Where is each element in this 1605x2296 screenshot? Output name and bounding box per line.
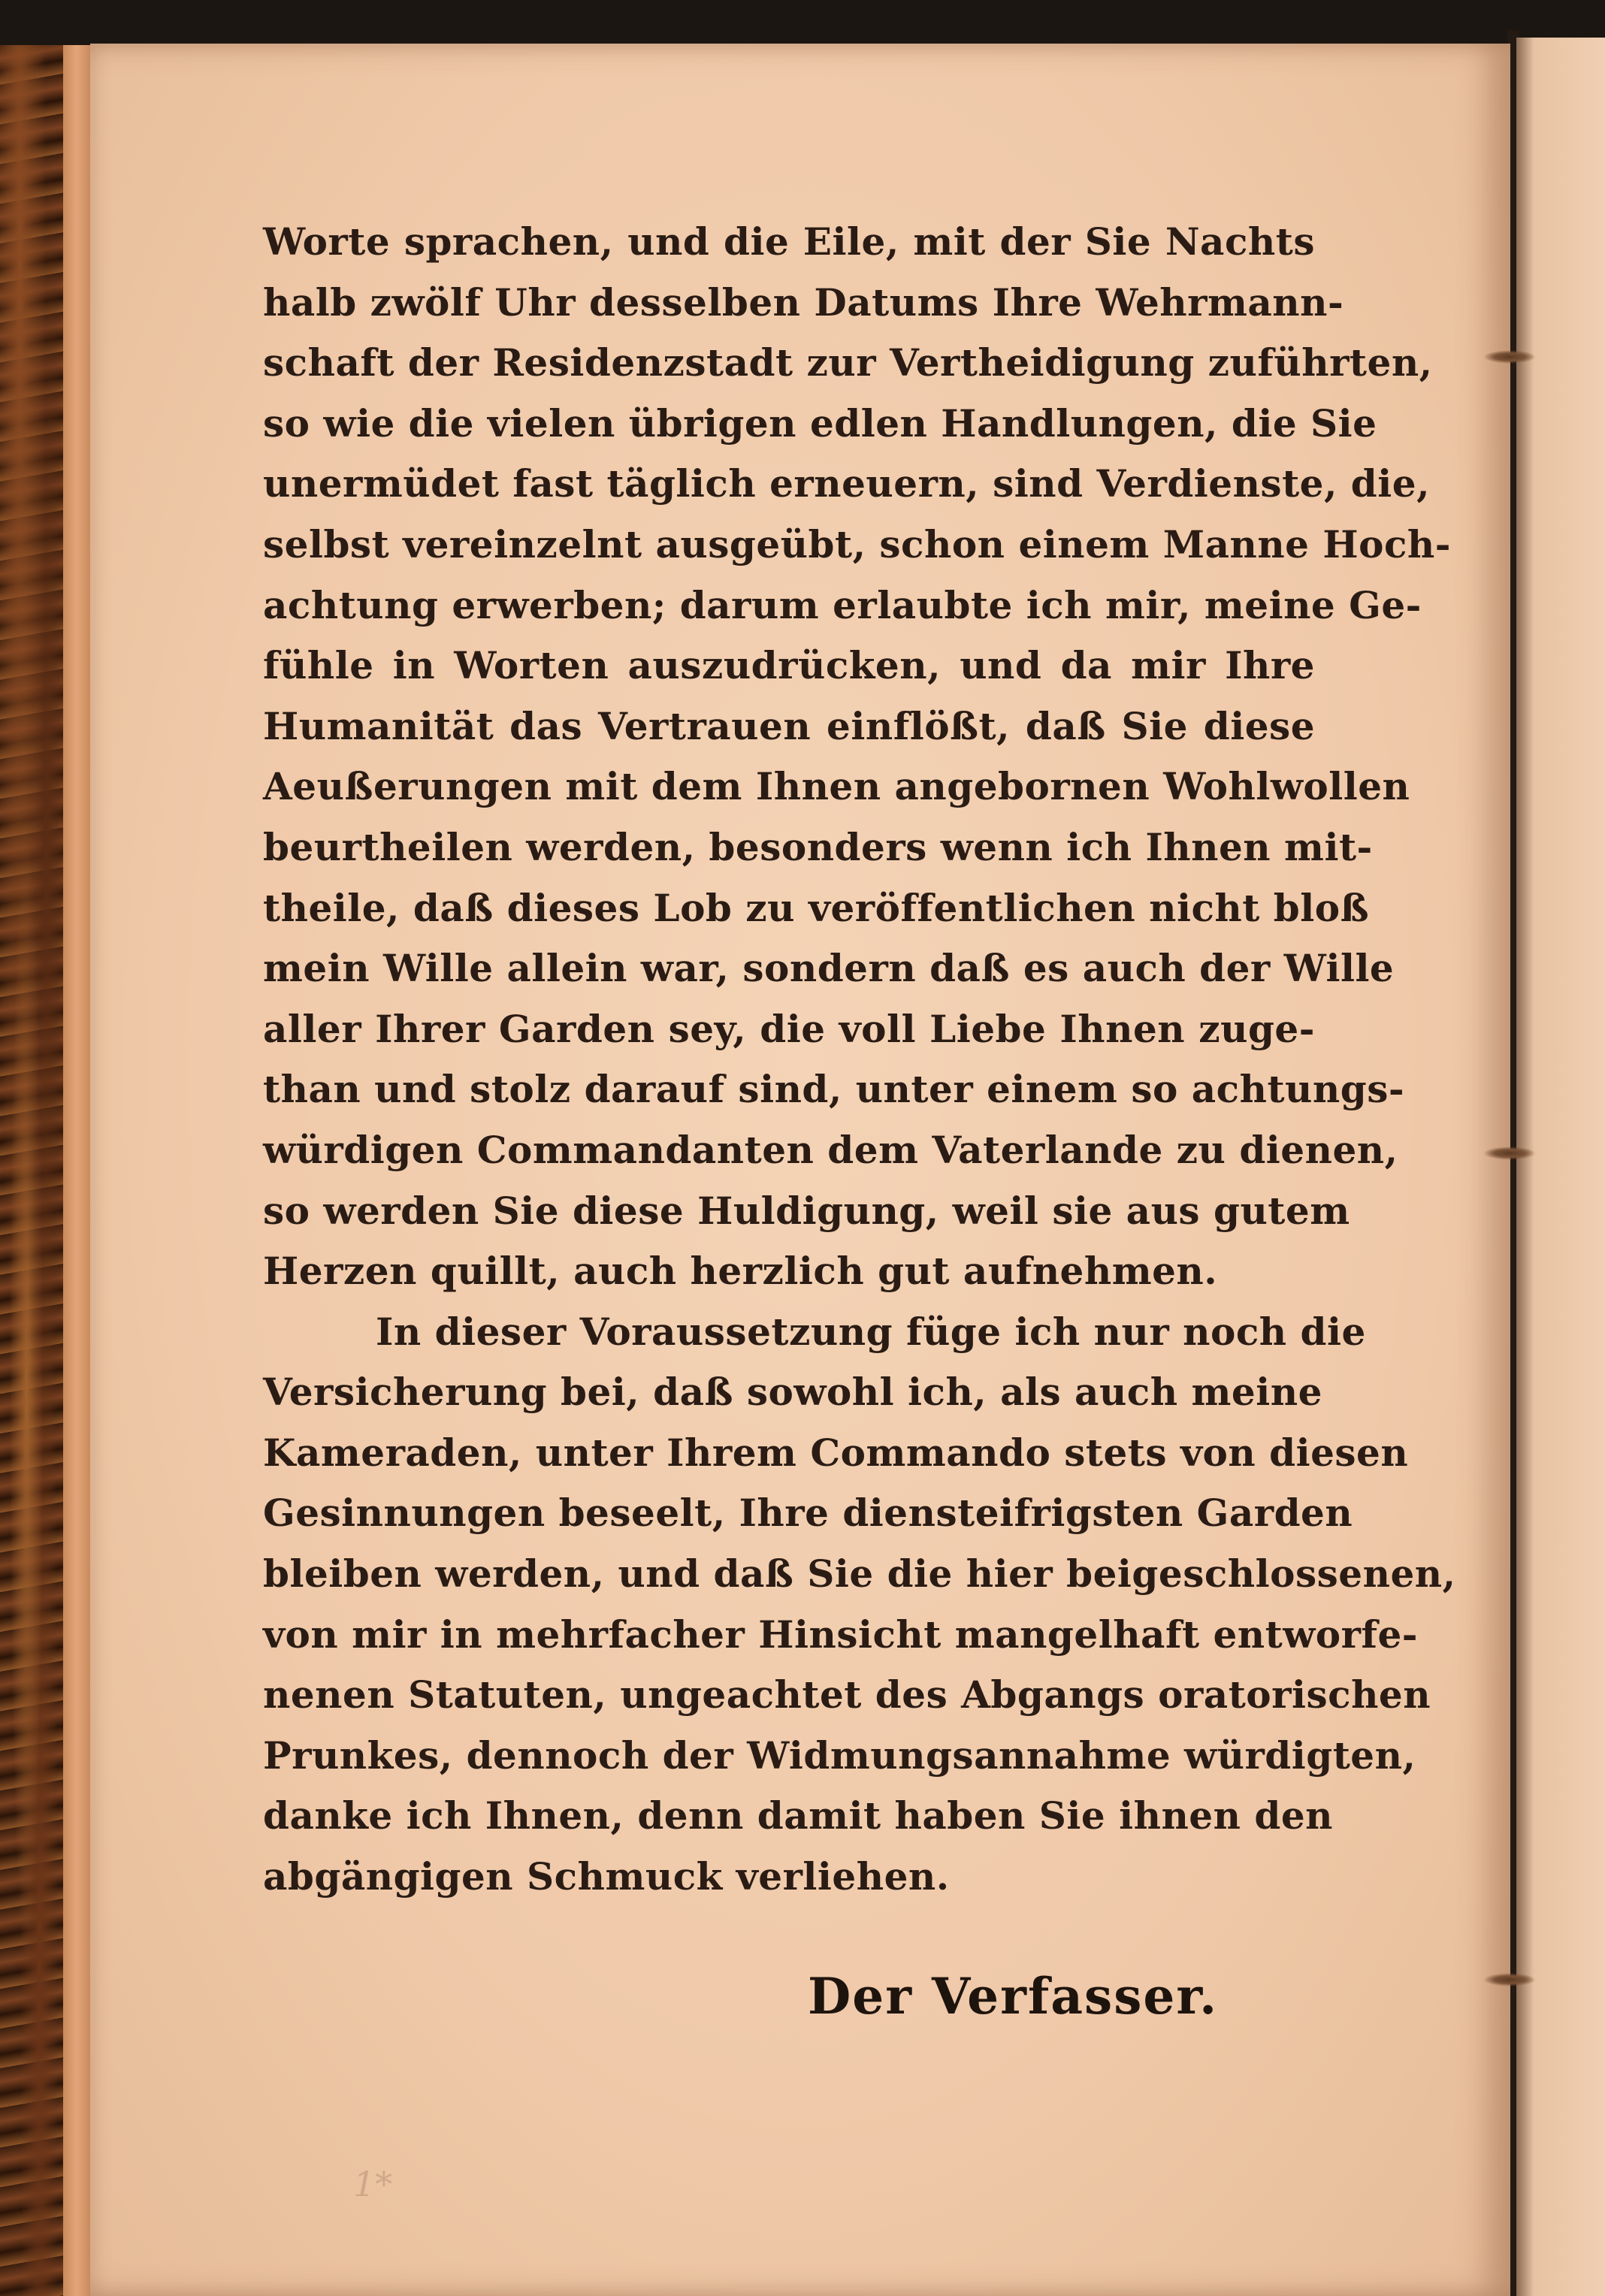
text-line: than und stolz darauf sind, unter einem so achtungs-	[263, 1067, 1405, 1112]
binding-stitch	[1483, 1973, 1536, 1986]
text-line: Worte sprachen, und die Eile, mit der Sie Nachts	[263, 219, 1315, 264]
bleed-through-page-mark: 1*	[353, 2164, 393, 2204]
text-line: Prunkes, dennoch der Widmungsannahme würdigten,	[263, 1733, 1416, 1778]
text-line: würdigen Commandanten dem Vaterlande zu dienen,	[263, 1127, 1398, 1172]
cover-paper-strip	[63, 45, 90, 2296]
text-line: so werden Sie diese Huldigung, weil sie aus gutem	[263, 1188, 1350, 1233]
text-line: bleiben werden, und daß Sie die hier beigeschlossenen,	[263, 1551, 1456, 1597]
text-line: achtung erwerben; darum erlaubte ich mir, meine Ge-	[263, 582, 1422, 627]
text-line: von mir in mehrfacher Hinsicht mangelhaft entworfe-	[263, 1612, 1419, 1657]
text-line: abgängigen Schmuck verliehen.	[263, 1854, 950, 1899]
text-line: mein Wille allein war, sondern daß es auch der Wille	[263, 946, 1395, 991]
text-line-paragraph-start: In dieser Voraussetzung füge ich nur noch die	[376, 1309, 1366, 1354]
facing-page-edge	[1516, 38, 1605, 2296]
text-line: unermüdet fast täglich erneuern, sind Verdienste, die,	[263, 461, 1430, 506]
body-text	[263, 212, 1456, 1908]
text-line: selbst vereinzelnt ausgeübt, schon einem Manne Hoch-	[263, 521, 1452, 566]
text-line: aller Ihrer Garden sey, die voll Liebe Ihnen zuge-	[263, 1006, 1315, 1051]
text-line: halb zwölf Uhr desselben Datums Ihre Wehrmann-	[263, 279, 1344, 325]
text-line: so wie die vielen übrigen edlen Handlungen, die Sie	[263, 400, 1377, 446]
text-line: theile, daß dieses Lob zu veröffentlichen nicht bloß	[263, 885, 1370, 930]
text-line: Herzen quillt, auch herzlich gut aufnehmen.	[263, 1249, 1218, 1294]
text-line: Kameraden, unter Ihrem Commando stets von diesen	[263, 1430, 1409, 1475]
binding-stitch	[1483, 350, 1536, 364]
text-line: nenen Statuten, ungeachtet des Abgangs oratorischen	[263, 1672, 1431, 1717]
binding-stitch	[1483, 1146, 1536, 1160]
text-line: fühle in Worten auszudrücken, und da mir Ihre	[263, 643, 1315, 688]
author-signature: Der Verfasser.	[808, 1967, 1219, 2026]
text-line: beurtheilen werden, besonders wenn ich Ihnen mit-	[263, 824, 1373, 869]
text-line: Versicherung bei, daß sowohl ich, als auch meine	[263, 1370, 1322, 1415]
marbled-cover-edge	[0, 45, 66, 2296]
text-line: Aeußerungen mit dem Ihnen angebornen Wohlwollen	[263, 764, 1410, 809]
text-line: Gesinnungen beseelt, Ihre diensteifrigsten Garden	[263, 1491, 1353, 1536]
text-line: schaft der Residenzstadt zur Vertheidigung zuführten,	[263, 340, 1433, 385]
text-line: Humanität das Vertrauen einflößt, daß Sie diese	[263, 703, 1315, 748]
text-line: danke ich Ihnen, denn damit haben Sie ihnen den	[263, 1793, 1333, 1838]
